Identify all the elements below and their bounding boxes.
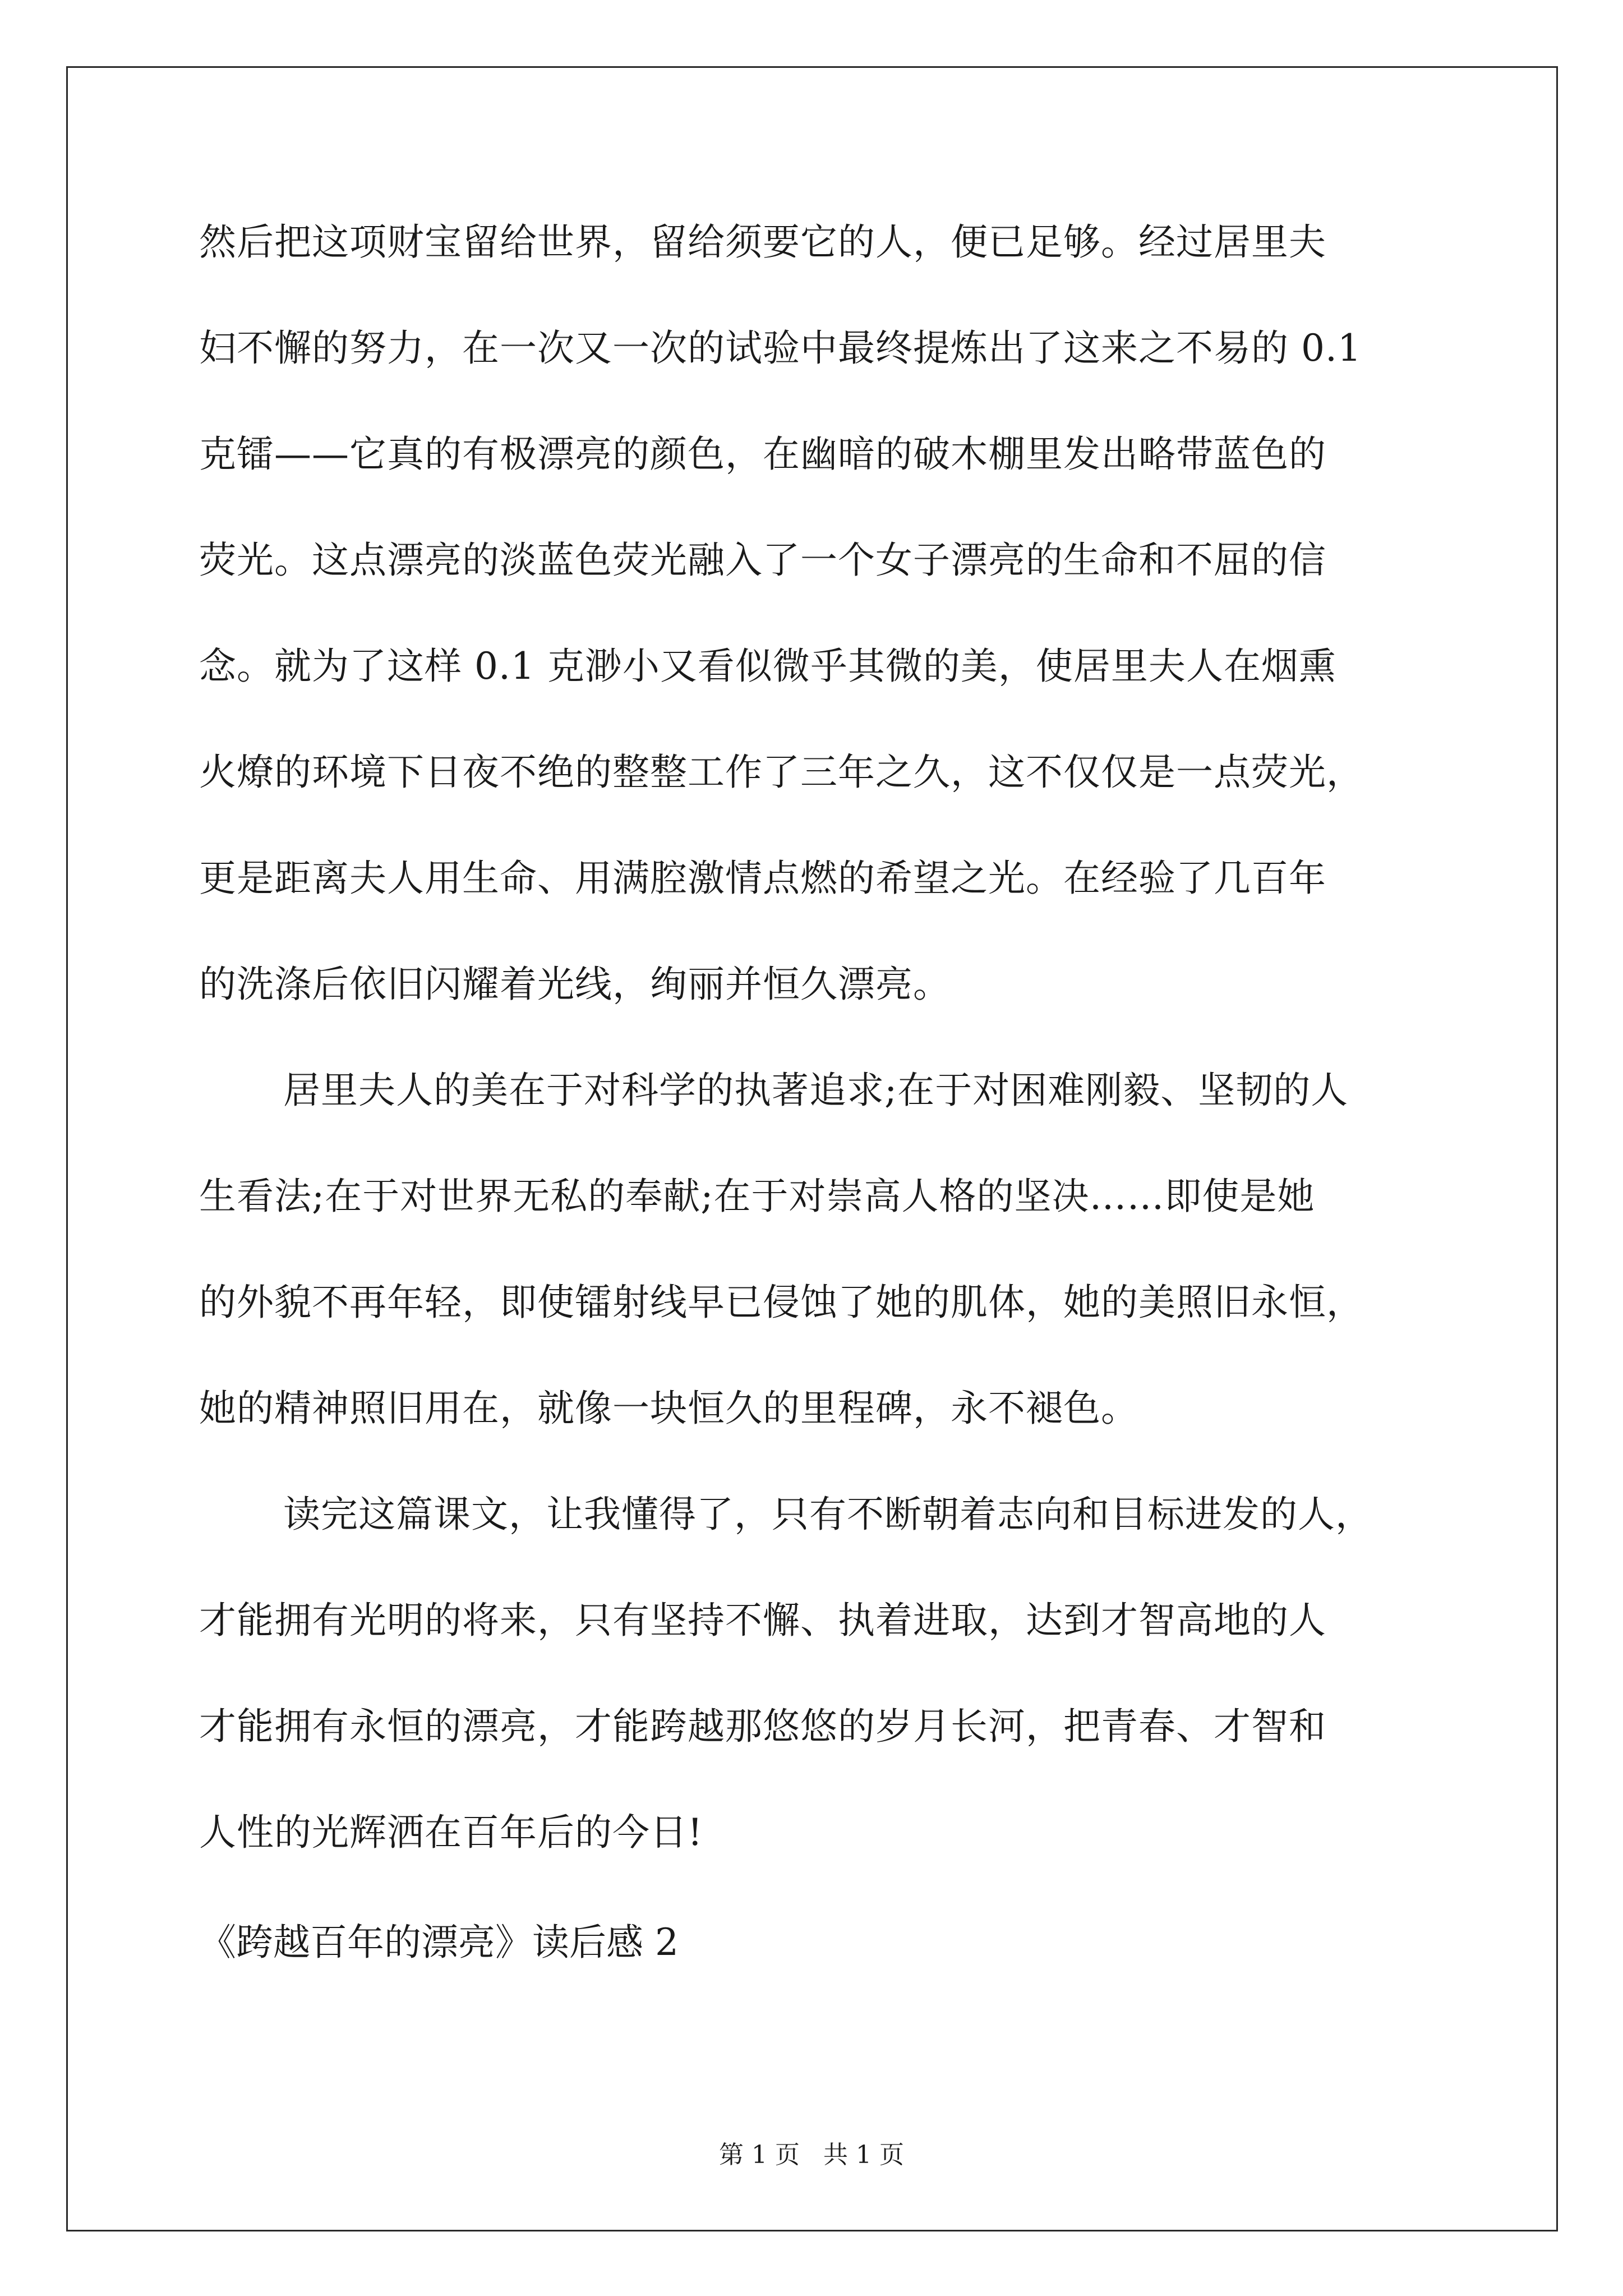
text-line: 她的精神照旧用在，就像一块恒久的里程碑，永不褪色。 xyxy=(199,1387,1138,1430)
text-line: 的洗涤后依旧闪耀着光线，绚丽并恒久漂亮。 xyxy=(199,963,951,1006)
text-line: 荧光。这点漂亮的淡蓝色荧光融入了一个女子漂亮的生命和不屈的信 xyxy=(199,539,1326,582)
document-body xyxy=(199,209,1450,1905)
text-line: 念。就为了这样 0.1 克渺小又看似微乎其微的美，使居里夫人在烟熏 xyxy=(199,645,1336,688)
text-line: 的外貌不再年轻，即使镭射线早已侵蚀了她的肌体，她的美照旧永恒， xyxy=(199,1281,1364,1324)
text-line: 才能拥有光明的将来，只有坚持不懈、执着进取，达到才智高地的人 xyxy=(199,1599,1326,1642)
text-line: 更是距离夫人用生命、用满腔激情点燃的希望之光。在经验了几百年 xyxy=(199,857,1326,900)
text-line: 然后把这项财宝留给世界，留给须要它的人，便已足够。经过居里夫 xyxy=(199,220,1326,264)
page-number-footer: 第 1 页 共 1 页 xyxy=(719,2141,904,2169)
section-heading: 《跨越百年的漂亮》读后感 2 xyxy=(199,1921,679,1964)
text-line: 人性的光辉洒在百年后的今日! xyxy=(199,1811,703,1854)
text-line: 才能拥有永恒的漂亮，才能跨越那悠悠的岁月长河，把青春、才智和 xyxy=(199,1705,1326,1748)
paragraph-start-line: 居里夫人的美在于对科学的执著追求;在于对困难刚毅、坚韧的人 xyxy=(283,1069,1349,1112)
paragraph-start-line: 读完这篇课文，让我懂得了，只有不断朝着志向和目标进发的人， xyxy=(283,1493,1373,1536)
text-line: 妇不懈的努力，在一次又一次的试验中最终提炼出了这来之不易的 0.1 xyxy=(199,326,1362,370)
text-line: 克镭——它真的有极漂亮的颜色，在幽暗的破木棚里发出略带蓝色的 xyxy=(199,432,1326,476)
text-line: 生看法;在于对世界无私的奉献;在于对崇高人格的坚决……即使是她 xyxy=(199,1175,1315,1218)
text-line: 火燎的环境下日夜不绝的整整工作了三年之久，这不仅仅是一点荧光， xyxy=(199,751,1364,794)
